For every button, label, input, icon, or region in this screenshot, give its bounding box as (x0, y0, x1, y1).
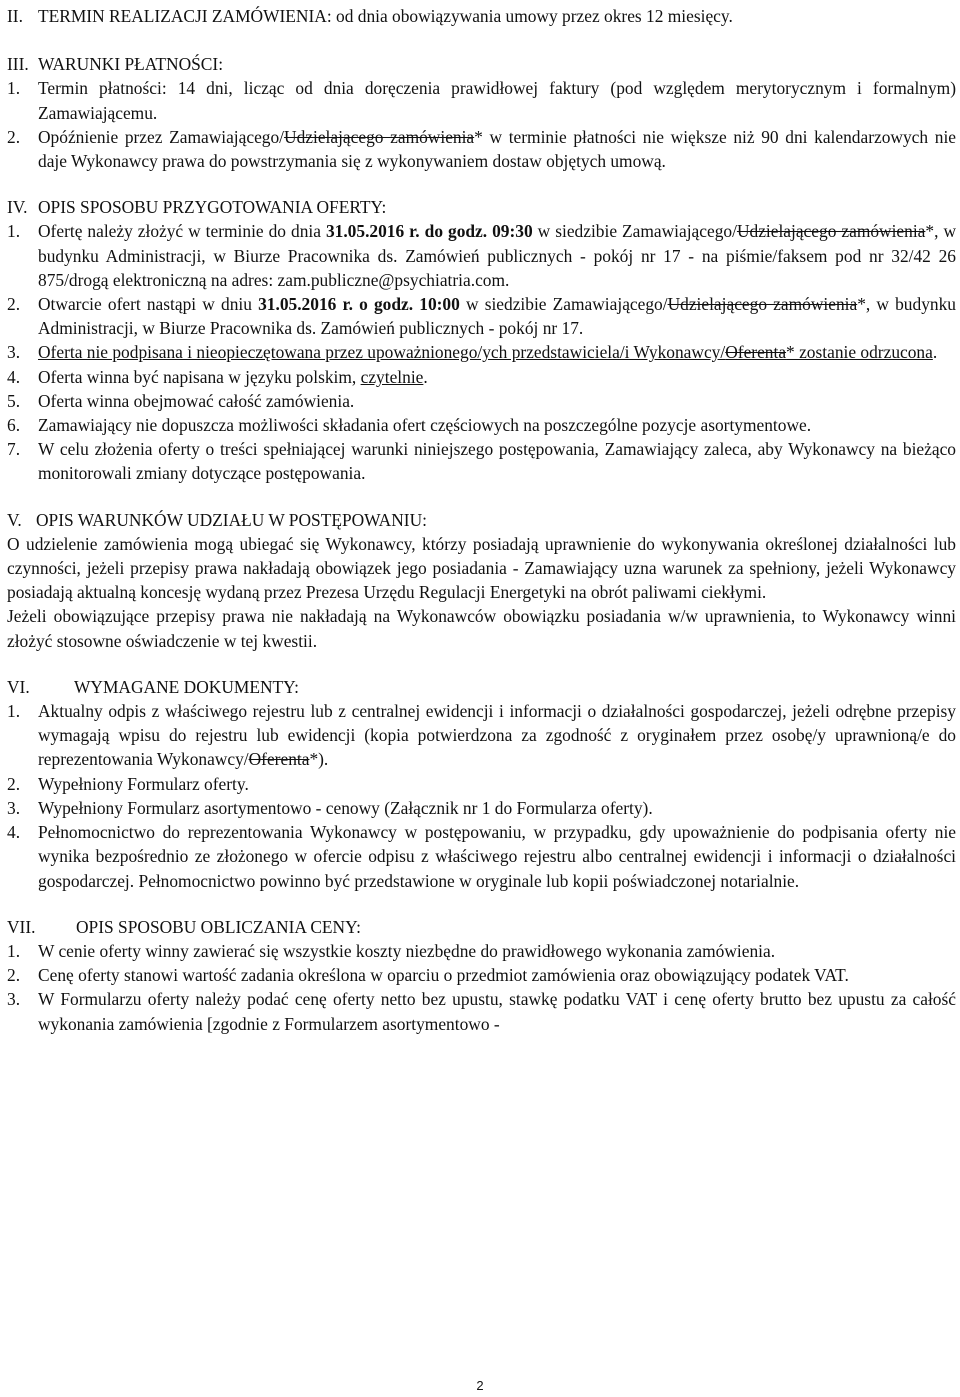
list-item (7, 389, 956, 413)
text-run: . (932, 342, 938, 363)
section-vi-heading (7, 675, 956, 699)
text-run: Otwarcie ofert nastąpi w dniu (38, 294, 259, 315)
section-title: OPIS SPOSOBU OBLICZANIA CENY: (76, 916, 361, 937)
item-number: 7. (7, 439, 21, 460)
section-number: V. (7, 509, 22, 530)
item-number: 2. (7, 126, 21, 147)
text-run: *, w budynku Administracji, w Biurze Pracownika ds. Zamówień publicznych - pokój nr 17. (38, 294, 956, 339)
list-item (7, 939, 956, 963)
item-number: 4. (7, 366, 21, 387)
item-text (38, 365, 956, 389)
item-number: 3. (7, 797, 21, 818)
text-run: Ofertę należy złożyć w terminie do dnia (38, 221, 326, 242)
text-run: w siedzibie Zamawiającego/ (532, 221, 737, 242)
list-item (7, 219, 956, 292)
text-run: Opóźnienie przez Zamawiającego/ (38, 126, 285, 147)
item-text: W celu złożenia oferty o treści spełniającej warunki niniejszego postępowania, Zamawiający zaleca, aby Wykonawcy na bieżąco monitorowali zmiany dotyczące postępowania. (38, 439, 956, 484)
item-number: 1. (7, 78, 21, 99)
struck-text: Udzielającego zamówienia (667, 294, 858, 315)
section-title: WYMAGANE DOKUMENTY: (74, 676, 299, 697)
text-run: w siedzibie Zamawiającego/ (459, 294, 668, 315)
list-item (7, 796, 956, 820)
text-run: . (423, 366, 428, 387)
section-title: TERMIN REALIZACJI ZAMÓWIENIA: od dnia obowiązywania umowy przez okres 12 miesięcy. (38, 6, 733, 26)
item-text (38, 699, 956, 772)
item-text (38, 125, 956, 173)
underlined-text: czytelnie (360, 366, 424, 387)
text-run: Oferta nie podpisana i nieopieczętowana przez upoważnionego/ych przedstawiciela/i Wykonawcy/ (38, 342, 726, 363)
bold-text: 31.05.2016 r. do godz. 09:30 (325, 221, 533, 242)
struck-text: Udzielającego zamówienia (736, 221, 926, 242)
section-number: VI. (7, 676, 30, 697)
document-body (7, 4, 956, 1036)
item-text: Pełnomocnictwo do reprezentowania Wykonawcy w postępowaniu, w przypadku, gdy upoważnienie do podpisania oferty nie wynika bezpośrednio ze złożonego w ofercie odpisu z właściwego rejestru albo centralnej ewidencji i informacji o działalności gospodarczej. Pełnomocnictwo powinno być przedstawione w oryginale lub kopii poświadczonej notarialnie. (38, 822, 956, 891)
section-ii-heading (7, 4, 956, 28)
item-number: 6. (7, 415, 21, 436)
section-title: WARUNKI PŁATNOŚCI: (38, 54, 224, 75)
item-number: 2. (7, 294, 21, 315)
item-number: 1. (7, 701, 21, 722)
text-run: *, w budynku Administracji, w Biurze Pracownika ds. Zamówień publicznych - pokój nr 17 - na piśmie/faksem pod nr 32/42 26 875/drogą elektroniczną na adres: zam.publiczne@psychiatria.com. (38, 221, 956, 290)
section-title: OPIS SPOSOBU PRZYGOTOWANIA OFERTY: (38, 197, 387, 218)
section-iii-heading (7, 52, 956, 76)
section-vii-heading (7, 915, 956, 939)
list-item (7, 963, 956, 987)
item-number: 1. (7, 940, 21, 961)
page-number: 2 (476, 1378, 484, 1393)
section-v-heading (7, 508, 956, 532)
item-number: 3. (7, 989, 21, 1010)
text-run: Aktualny odpis z właściwego rejestru lub z centralnej ewidencji i informacji o działalności gospodarczej, jeżeli odrębne przepisy wymagają wpisu do rejestru lub ewidencji (kopia potwierdzona za zgodność z oryginałem przez osobę/y uprawnioną/e do reprezentowania Wykonawcy/ (38, 701, 956, 770)
item-number: 4. (7, 822, 21, 843)
section-title: OPIS WARUNKÓW UDZIAŁU W POSTĘPOWANIU: (36, 509, 427, 530)
section-number: VII. (7, 916, 36, 937)
item-text: Zamawiający nie dopuszcza możliwości składania ofert częściowych na poszczególne pozycje asortymentowe. (38, 415, 812, 436)
list-item (7, 699, 956, 772)
item-text: Wypełniony Formularz asortymentowo - cenowy (Załącznik nr 1 do Formularza oferty). (38, 797, 653, 818)
item-text (38, 340, 956, 364)
struck-text: Udzielającego zamówienia (284, 126, 475, 147)
text-run: * zostanie odrzucona (786, 342, 933, 363)
item-text: W Formularzu oferty należy podać cenę oferty netto bez upustu, stawkę podatku VAT i cenę oferty brutto bez upustu za całość wykonania zamówienia [zgodnie z Formularzem asortymentowo - (38, 989, 956, 1034)
item-number: 3. (7, 342, 21, 363)
section-number: III. (7, 54, 29, 75)
text-run: Oferta winna być napisana w języku polskim, (38, 366, 361, 387)
list-item (7, 340, 956, 364)
list-item (7, 987, 956, 1035)
list-item (7, 437, 956, 485)
paragraph: Jeżeli obowiązujące przepisy prawa nie nakładają na Wykonawców obowiązku posiadania w/w uprawnienia, to Wykonawcy winni złożyć stosowne oświadczenie w tej kwestii. (7, 606, 956, 651)
text-run: *). (309, 749, 329, 770)
item-text (38, 292, 956, 340)
item-text: Termin płatności: 14 dni, licząc od dnia doręczenia prawidłowej faktury (pod względem merytorycznym i formalnym) Zamawiającemu. (38, 78, 956, 123)
item-number: 5. (7, 390, 21, 411)
underlined-text (38, 342, 933, 362)
item-number: 1. (7, 221, 21, 242)
item-text: Oferta winna obejmować całość zamówienia. (38, 390, 355, 411)
list-item (7, 772, 956, 796)
list-item (7, 125, 956, 173)
section-number: IV. (7, 197, 28, 218)
list-item (7, 365, 956, 389)
text-run: * w terminie płatności nie większe niż 90 dni kalendarzowych nie daje Wykonawcy prawa do powstrzymania się z wykonywaniem dostaw objętych umową. (38, 126, 956, 172)
list-item (7, 292, 956, 340)
list-item (7, 76, 956, 124)
item-number: 2. (7, 965, 21, 986)
paragraph: O udzielenie zamówienia mogą ubiegać się Wykonawcy, którzy posiadają uprawnienie do wykonywania określonej działalności lub czynności, jeżeli przepisy prawa nakładają obowiązek jego posiadania - Zamawiający uzna warunek za spełniony, jeżeli Wykonawcy posiadają aktualną koncesję wydaną przez Prezesa Urzędu Regulacji Energetyki na obrót paliwami ciekłymi. (7, 533, 956, 603)
list-item (7, 820, 956, 893)
item-number: 2. (7, 773, 21, 794)
list-item (7, 413, 956, 437)
item-text: Wypełniony Formularz oferty. (38, 773, 249, 794)
item-text: Cenę oferty stanowi wartość zadania określona w oparciu o przedmiot zamówienia oraz obowiązujący podatek VAT. (38, 965, 849, 986)
item-text (38, 219, 956, 292)
struck-text: Oferenta (248, 749, 310, 770)
struck-text: Oferenta (725, 342, 787, 363)
item-text: W cenie oferty winny zawierać się wszystkie koszty niezbędne do prawidłowego wykonania zamówienia. (38, 940, 776, 961)
section-iv-heading (7, 195, 956, 219)
section-number: II. (7, 6, 23, 26)
bold-text: 31.05.2016 r. o godz. 10:00 (258, 294, 460, 315)
